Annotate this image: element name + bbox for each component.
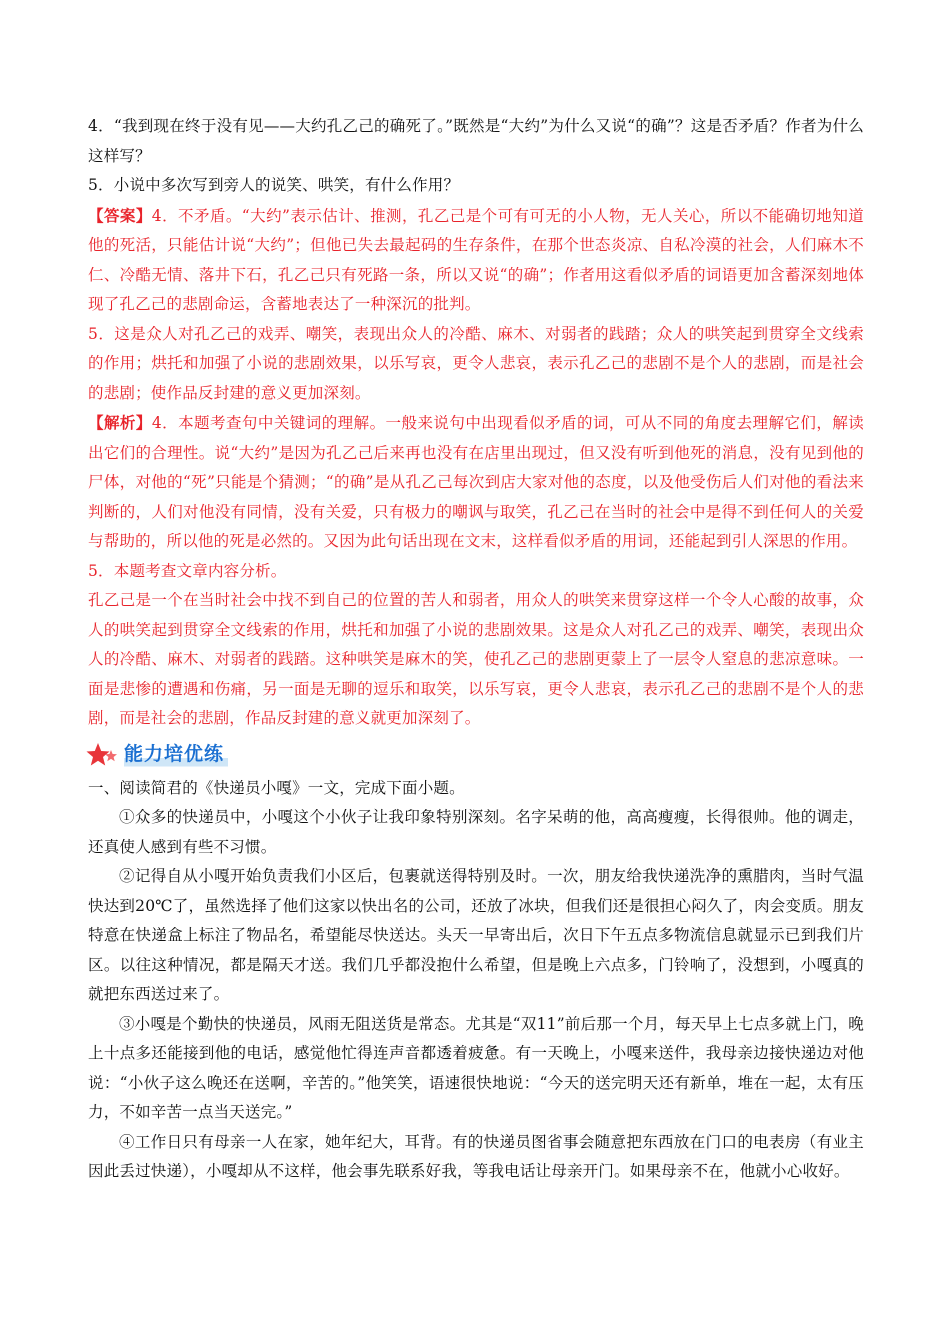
answer-5: 5．这是众人对孔乙己的戏弄、嘲笑，表现出众人的冷酷、麻木、对弱者的践踏；众人的哄笑起到贯穿全文线索的作用；烘托和加强了小说的悲剧效果，以乐写哀，更令人悲哀，表示孔乙己的悲剧不是个人的悲剧，而是社会的悲剧；使作品反封建的意义更加深刻。 (88, 324, 864, 402)
section-title: 能力培优练 (124, 740, 228, 770)
reading-intro: 一、阅读简君的《快递员小嘎》一文，完成下面小题。 (88, 778, 465, 797)
document-page (88, 112, 864, 1187)
analysis-5-head: 5．本题考查文章内容分析。 (88, 561, 287, 580)
reading-paragraph-3: ③小嘎是个勤快的快递员，风雨无阻送货是常态。尤其是“双11”前后那一个月，每天早上七点多就上门，晚上十点多还能接到他的电话，感觉他忙得连声音都透着疲惫。有一天晚上，小嘎来送件，我母亲边接快递边对他说：“小伙子这么晚还在送啊，辛苦的。”他笑笑，语速很快地说：“今天的送完明天还有新单，堆在一起，太有压力，不如辛苦一点当天送完。” (88, 1014, 864, 1121)
analysis-tag: 【解析】 (88, 413, 152, 432)
star-icon (86, 740, 120, 770)
analysis-4 (88, 408, 864, 557)
answer-tag: 【答案】 (88, 205, 152, 225)
reading-paragraph-4: ④工作日只有母亲一人在家，她年纪大，耳背。有的快递员图省事会随意把东西放在门口的电表房（有业主因此丢过快递），小嘎却从不这样，他会事先联系好我，等我电话让母亲开门。如果母亲不在，他就小心收好。 (88, 1132, 864, 1180)
reading-paragraph-1: ①众多的快递员中，小嘎这个小伙子让我印象特别深刻。名字呆萌的他，高高瘦瘦，长得很帅。他的调走，还真使人感到有些不习惯。 (88, 808, 864, 856)
question-4: 4．“我到现在终于没有见——大约孔乙己的确死了。”既然是“大约”为什么又说“的确”？这是否矛盾？作者为什么这样写？ (88, 117, 864, 165)
question-5: 5．小说中多次写到旁人的说笑、哄笑，有什么作用？ (88, 176, 460, 194)
answer-4-text: 4．不矛盾。“大约”表示估计、推测，孔乙己是个可有可无的小人物，无人关心，所以不能确切地知道他的死活，只能估计说“大约”；但他已失去最起码的生存条件，在那个世态炎凉、自私冷漠的社会，人们麻木不仁、冷酷无情、落井下石，孔乙己只有死路一条，所以又说“的确”；作者用这看似矛盾的词语更加含蓄深刻地体现了孔乙己的悲剧命运，含蓄地表达了一种深沉的批判。 (88, 206, 864, 313)
analysis-5-body: 孔乙己是一个在当时社会中找不到自己的位置的苦人和弱者，用众人的哄笑来贯穿这样一个令人心酸的故事，众人的哄笑起到贯穿全文线索的作用，烘托和加强了小说的悲剧效果。这是众人对孔乙己的戏弄、嘲笑，表现出众人的冷酷、麻木、对弱者的践踏。这种哄笑是麻木的笑，使孔乙己的悲剧更蒙上了一层令人窒息的悲凉意味。一面是悲惨的遭遇和伤痛，另一面是无聊的逗乐和取笑，以乐写哀，更令人悲哀，表示孔乙己的悲剧不是个人的悲剧，而是社会的悲剧，作品反封建的意义就更加深刻了。 (88, 591, 864, 727)
answer-4 (88, 201, 864, 320)
analysis-4-text: 4．本题考查句中关键词的理解。一般来说句中出现看似矛盾的词，可从不同的角度去理解它们，解读出它们的合理性。说“大约”是因为孔乙己后来再也没有在店里出现过，但又没有听到他死的消息，没有见到他的尸体，对他的“死”只能是个猜测；“的确”是从孔乙己每次到店大家对他的态度，以及他受伤后人们对他的看法来判断的，人们对他没有同情，没有关爱，只有极力的嘲讽与取笑，孔乙己在当时的社会中是得不到任何人的关爱与帮助的，所以他的死是必然的。又因为此句话出现在文末，这样看似矛盾的用词，还能起到引人深思的作用。 (88, 414, 864, 550)
reading-paragraph-2: ②记得自从小嘎开始负责我们小区后，包裹就送得特别及时。一次，朋友给我快递洗净的熏腊肉，当时气温快达到20℃了，虽然选择了他们这家以快出名的公司，还放了冰块，但我们还是很担心闷久了，肉会变质。朋友特意在快递盒上标注了物品名，希望能尽快送达。头天一早寄出后，次日下午五点多物流信息就显示已到我们片区。以往这种情况，都是隔天才送。我们几乎都没抱什么希望，但是晚上六点多，门铃响了，没想到，小嘎真的就把东西送过来了。 (88, 867, 864, 1003)
section-header (88, 736, 864, 774)
